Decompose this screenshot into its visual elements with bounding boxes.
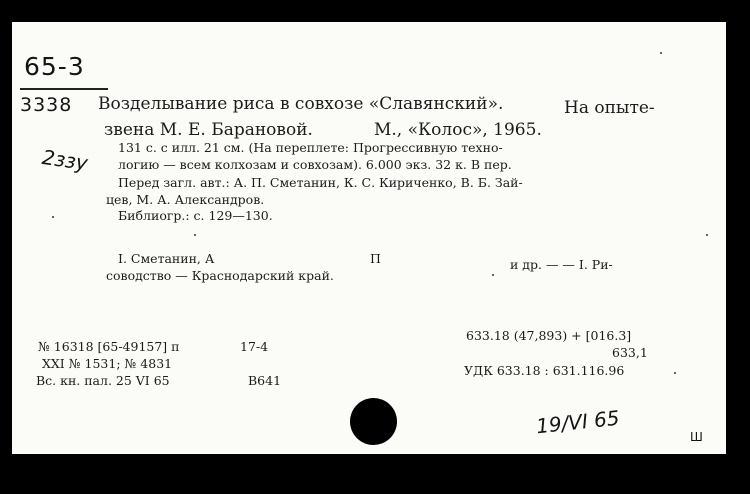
corner-mark: Ш [690, 430, 703, 444]
handwritten-code: 65-3 [24, 52, 85, 81]
title-line-1: Возделывание риса в совхозе «Славянский». [98, 94, 504, 114]
index-line-1c: и др. — — I. Ри- [510, 257, 613, 272]
scan-speck [706, 234, 708, 236]
udk-code: УДК 633.18 : 631.116.96 [464, 363, 625, 378]
registration-line-1a: № 16318 [65-49157] п [38, 339, 180, 354]
scan-border-right [726, 0, 750, 494]
title-line-2-tail: М., «Колос», 1965. [374, 120, 542, 140]
registration-line-1b: 17-4 [240, 339, 269, 354]
description-line-1: 131 с. с илл. 21 см. (На переплете: Прогрессивную техно- [118, 140, 503, 155]
scan-speck [52, 216, 54, 218]
scan-speck [194, 234, 196, 236]
description-line-4: цев, М. А. Александров. [106, 192, 265, 207]
punch-hole [350, 398, 397, 445]
side-note: 2ззу [40, 144, 90, 176]
description-line-2: логию — всем колхозам и совхозам). 6.000 экз. 32 к. В пер. [118, 157, 512, 172]
description-line-5: Библиогр.: с. 129—130. [118, 208, 273, 223]
inventory-number: 3338 [20, 94, 73, 116]
description-line-3: Перед загл. авт.: А. П. Сметанин, К. С. Кириченко, В. Б. Зай- [118, 175, 523, 190]
registration-line-3a: Вс. кн. пал. 25 VI 65 [36, 373, 170, 388]
title-line-1-tail: На опыте- [564, 98, 655, 118]
scan-border-bottom [0, 454, 750, 494]
code-underline [20, 88, 108, 90]
scan-speck [660, 52, 662, 54]
handwritten-date: 19/VI 65 [534, 405, 621, 439]
index-line-1a: I. Сметанин, А [118, 251, 215, 266]
scan-speck [492, 274, 494, 276]
scan-speck [674, 372, 676, 374]
title-line-2: звена М. Е. Барановой. [104, 120, 313, 140]
index-line-2: соводство — Краснодарский край. [106, 268, 334, 283]
index-line-1b: П [370, 251, 381, 266]
registration-line-3b: В641 [248, 373, 282, 388]
registration-line-2: XXI № 1531; № 4831 [42, 356, 173, 371]
card-paper [12, 22, 726, 454]
classification-line-2: 633,1 [612, 345, 648, 360]
classification-line-1: 633.18 (47,893) + [016.3] [466, 328, 632, 343]
